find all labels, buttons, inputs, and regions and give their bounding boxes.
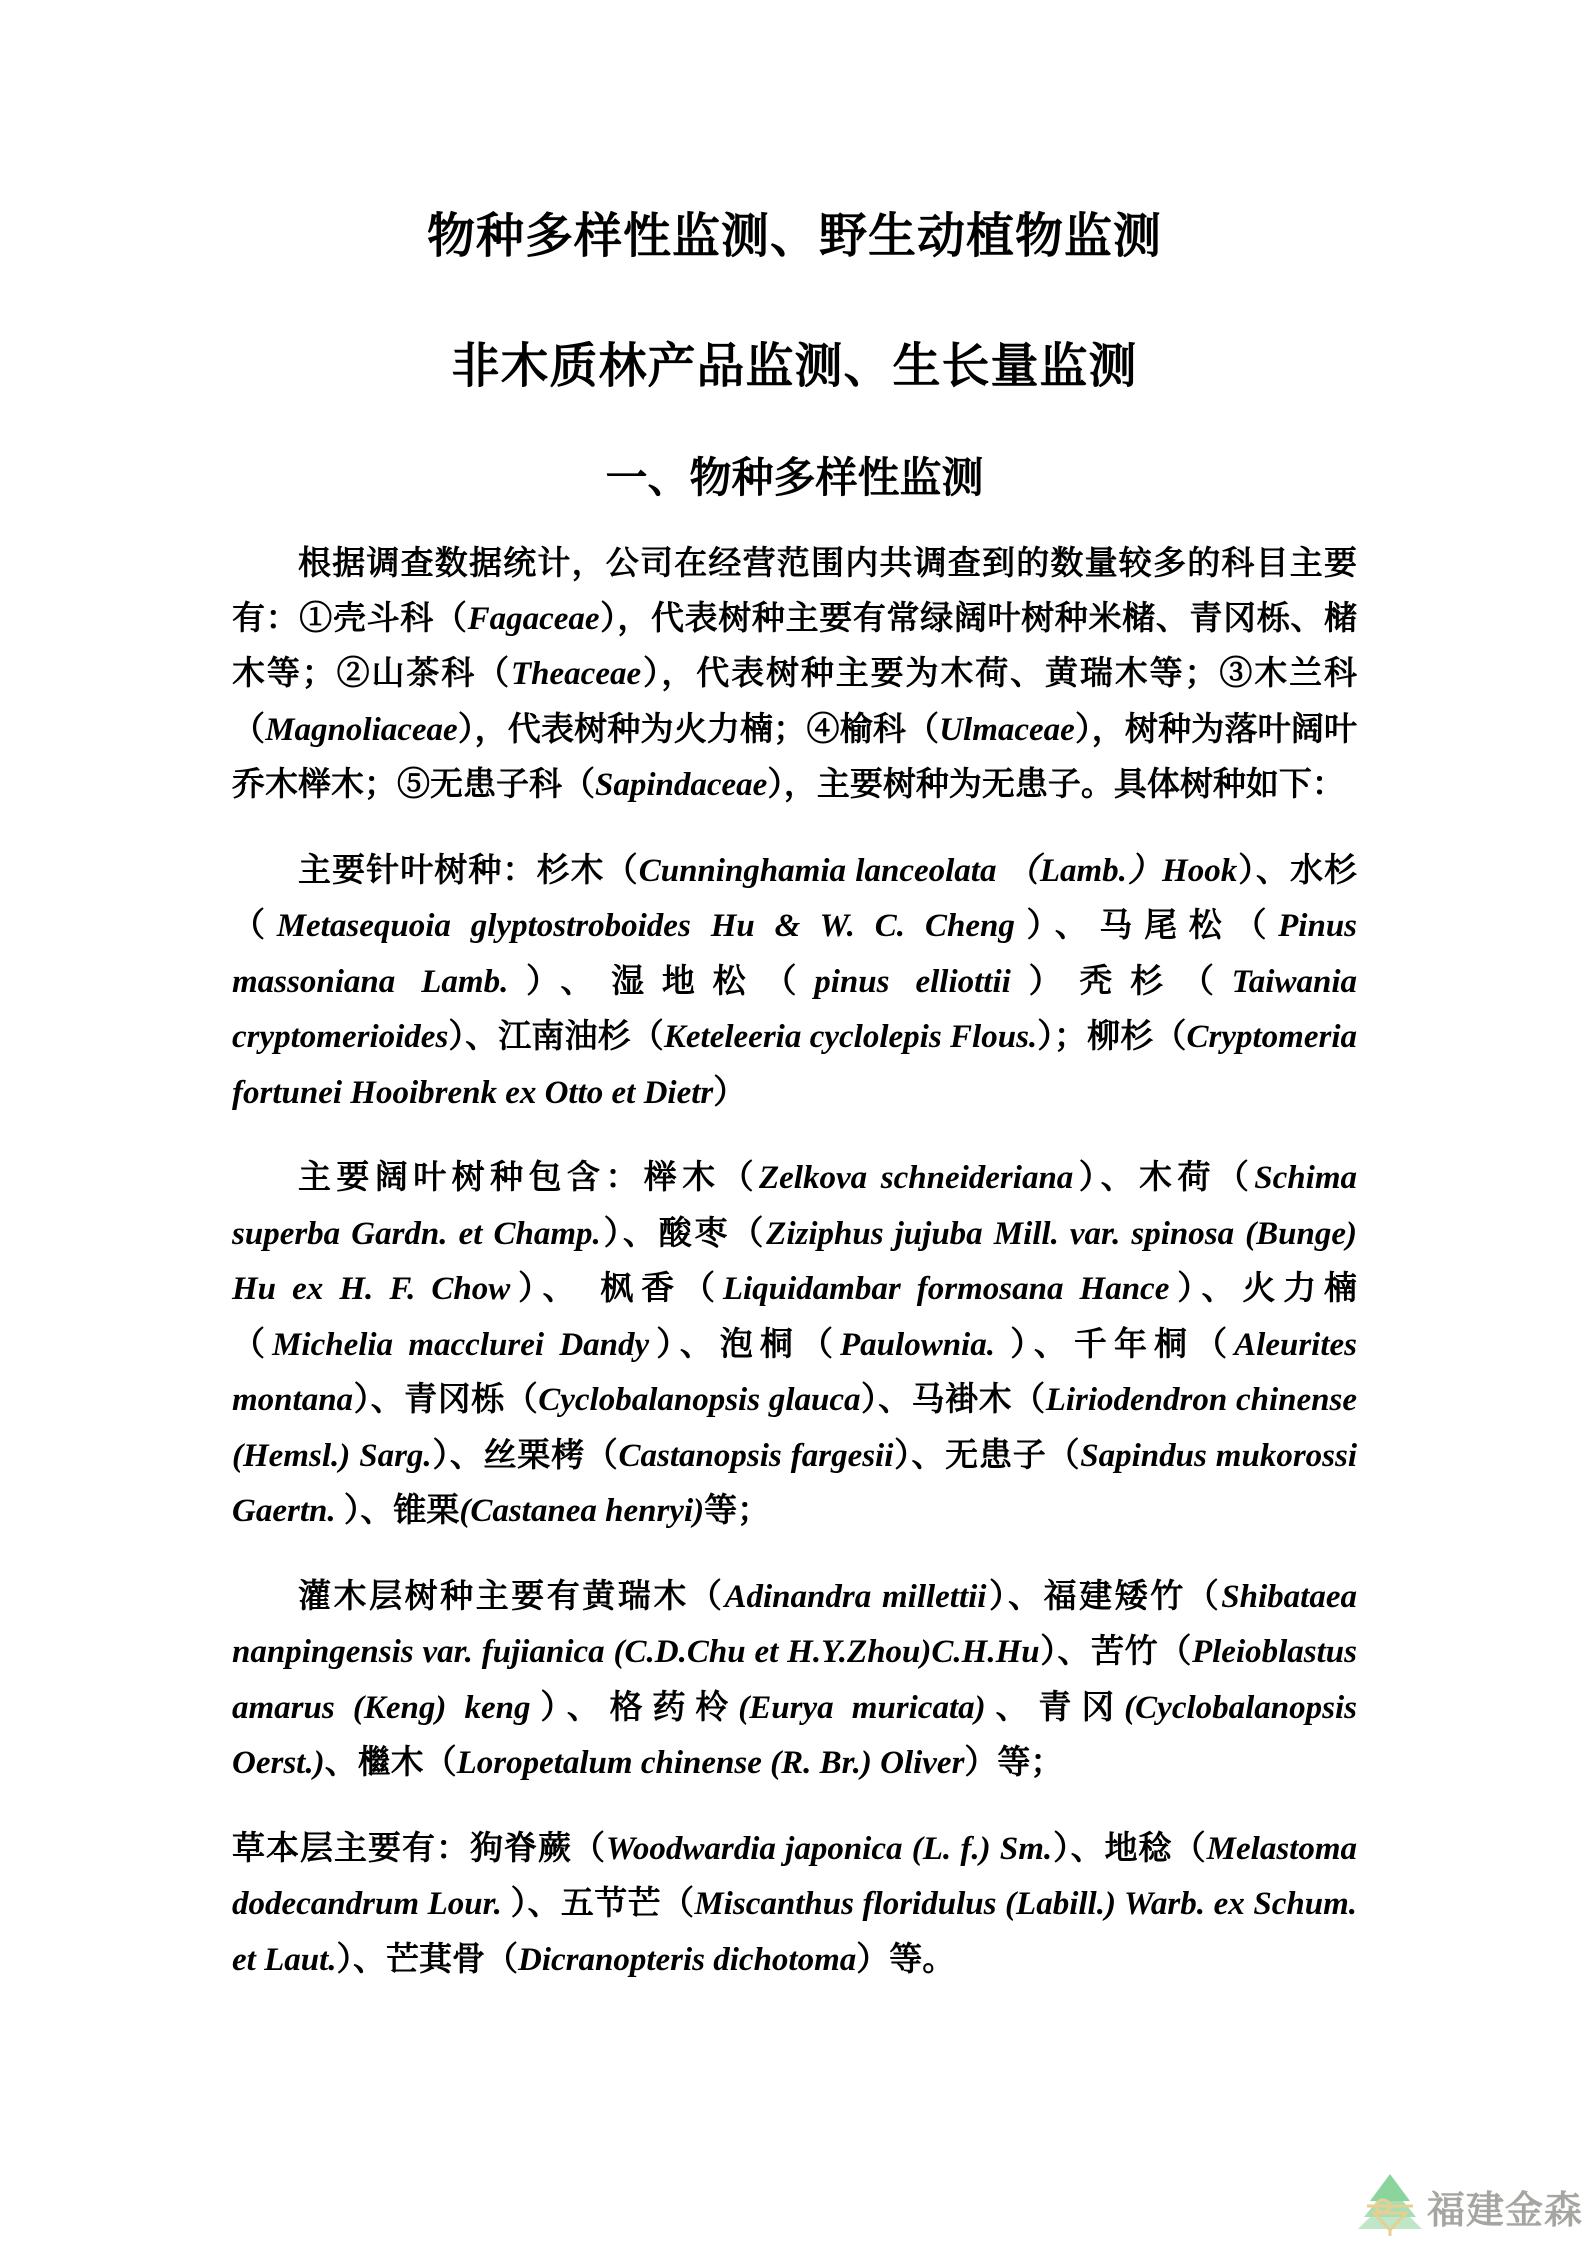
- latin-botanical-name: Paulownia.: [840, 1326, 1011, 1363]
- latin-botanical-name: Cunninghamia lanceolata （Lamb.）Hook: [638, 852, 1238, 889]
- chinese-text-run: ）、锥栗: [343, 1491, 460, 1528]
- body-paragraph: [232, 536, 1357, 813]
- latin-botanical-name: Liquidambar formosana Hance: [722, 1271, 1170, 1307]
- latin-botanical-name: Pinus massoniana Lamb.: [232, 908, 1358, 1000]
- latin-botanical-name: Michelia macclurei Dandy: [272, 1326, 650, 1363]
- chinese-text-run: ）、苦竹（: [1039, 1632, 1192, 1669]
- latin-botanical-name: (Eurya muricata): [738, 1689, 986, 1726]
- chinese-text-run: ）；柳杉（: [1037, 1017, 1187, 1054]
- latin-botanical-name: (Cyclobalanopsis Oerst.): [232, 1689, 1358, 1781]
- latin-botanical-name: Ziziphus jujuba Mill. var. spinosa (Bunge) Hu ex H. F. Chow: [232, 1215, 1357, 1307]
- chinese-text-run: ），主要树种为无患子。具体树种如下：: [767, 765, 1345, 802]
- chinese-text-run: ）等。: [856, 1939, 956, 1977]
- chinese-text-run: ）、地稔（: [1052, 1828, 1207, 1866]
- pine-tree-icon: [1357, 2173, 1423, 2237]
- latin-botanical-name: Sapindaceae: [595, 767, 768, 803]
- body-paragraph: [232, 1150, 1357, 1539]
- chinese-text-run: ）、江南油杉（: [448, 1017, 664, 1054]
- chinese-text-run: 草本层主要有：狗脊蕨（: [232, 1828, 606, 1866]
- latin-botanical-name: Loropetalum chinense (R. Br.) Oliver: [456, 1745, 965, 1781]
- latin-botanical-name: Shibataea nanpingensis var. fujianica (C.D.Chu et H.Y.Zhou)C.H.Hu: [232, 1578, 1357, 1670]
- chinese-text-run: ）、格药柃: [530, 1687, 739, 1725]
- latin-botanical-name: Fagaceae: [467, 600, 600, 637]
- chinese-text-run: ）、青冈栎（: [353, 1380, 539, 1417]
- chinese-text-run: 根据调查数据统计，公司在经营范围内共调查到的数量较多的科目主要有：①壳斗科（: [232, 544, 1357, 636]
- body-paragraph: [232, 843, 1357, 1121]
- chinese-text-run: ）: [713, 1072, 747, 1110]
- chinese-text-run: 、檵木（: [324, 1743, 457, 1780]
- latin-botanical-name: Adinandra millettii: [724, 1578, 987, 1615]
- company-logo: [1357, 2173, 1583, 2237]
- latin-botanical-name: Dicranopteris dichotoma: [518, 1941, 857, 1978]
- latin-botanical-name: Zelkova schneideriana: [758, 1160, 1074, 1196]
- document-title-line1: 物种多样性监测、野生动植物监测: [426, 210, 1162, 263]
- chinese-text-run: ）、湿地松（: [508, 961, 815, 999]
- latin-botanical-name: Magnoliaceae: [265, 711, 458, 748]
- chinese-text-run: ）、木荷（: [1073, 1158, 1255, 1195]
- latin-botanical-name: Taiwania cryptomerioides: [232, 963, 1358, 1055]
- latin-botanical-name: Schima superba Gardn. et Champ.: [232, 1160, 1357, 1252]
- latin-botanical-name: Ulmaceae: [939, 711, 1075, 748]
- chinese-text-run: ）、无患子（: [893, 1435, 1081, 1473]
- chinese-text-run: ）、 枫香（: [510, 1269, 723, 1306]
- chinese-text-run: ）、酸枣（: [600, 1213, 767, 1251]
- latin-botanical-name: Theaceae: [511, 656, 642, 692]
- company-name: 福建金森: [1426, 2190, 1583, 2232]
- chinese-text-run: 主要阔叶树种包含：榉木（: [298, 1158, 759, 1195]
- latin-botanical-name: pinus elliottii: [814, 963, 1011, 1000]
- chinese-text-run: ），代表树种主要为木荷、黄瑞木等；③木兰科（: [232, 654, 1358, 747]
- latin-botanical-name: Keteleeria cyclolepis Flous.: [663, 1019, 1038, 1055]
- chinese-text-run: ）、五节芒（: [510, 1884, 695, 1921]
- chinese-text-run: ），代表树种为火力楠；④榆科（: [457, 709, 940, 747]
- latin-botanical-name: Sapindus mukorossi Gaertn.: [232, 1437, 1358, 1529]
- chinese-text-run: 主要针叶树种：杉木（: [298, 850, 639, 888]
- chinese-text-run: ）、马褂木（: [860, 1380, 1046, 1417]
- latin-botanical-name: Castanopsis fargesii: [618, 1437, 894, 1474]
- chinese-text-run: ），树种为落叶阔叶乔木榉木；⑤无患子科（: [232, 709, 1358, 802]
- document-body: [232, 536, 1357, 1987]
- chinese-text-run: 灌木层树种主要有黄瑞木（: [298, 1576, 725, 1614]
- latin-botanical-name: Aleurites montana: [232, 1326, 1358, 1418]
- chinese-text-run: ），代表树种主要有常绿阔叶树种米槠、青冈栎、槠木等；②山茶科（: [232, 598, 1358, 691]
- chinese-text-run: ）、丝栗栲（: [431, 1435, 619, 1473]
- chinese-text-run: ）、水杉（: [232, 850, 1358, 943]
- section-heading: 一、物种多样性监测: [605, 454, 984, 501]
- chinese-text-run: ）、泡桐（: [649, 1324, 841, 1362]
- body-paragraph: [232, 1821, 1357, 1988]
- latin-botanical-name: Cyclobalanopsis glauca: [538, 1382, 861, 1418]
- latin-botanical-name: (Castanea henryi): [459, 1493, 705, 1529]
- latin-botanical-name: Melastoma dodecandrum Lour.: [232, 1830, 1357, 1922]
- chinese-text-run: ）秃杉（: [1010, 961, 1232, 999]
- chinese-text-run: ）、马尾松（: [1014, 906, 1279, 943]
- chinese-text-run: 等；: [704, 1491, 771, 1528]
- latin-botanical-name: Miscanthus floridulus (Labill.) Warb. ex Schum. et Laut.: [232, 1886, 1358, 1978]
- latin-botanical-name: Metasequoia glyptostroboides Hu & W. C. Cheng: [276, 908, 1015, 944]
- latin-botanical-name: Pleioblastus amarus (Keng) keng: [232, 1634, 1357, 1726]
- chinese-text-run: ）、福建矮竹（: [986, 1576, 1222, 1614]
- chinese-text-run: ）、千年桐（: [1010, 1324, 1235, 1362]
- latin-botanical-name: Woodwardia japonica (L. f.) Sm.: [606, 1830, 1053, 1867]
- document-title-line2: 非木质林产品监测、生长量监测: [451, 340, 1138, 393]
- chinese-text-run: ）、芒萁骨（: [336, 1939, 518, 1977]
- chinese-text-run: ）、火力楠（: [232, 1269, 1358, 1362]
- chinese-text-run: ）等；: [964, 1743, 1064, 1780]
- chinese-text-run: 、青冈: [985, 1687, 1125, 1725]
- latin-botanical-name: Liriodendron chinense (Hemsl.) Sarg.: [232, 1382, 1358, 1474]
- latin-botanical-name: Cryptomeria fortunei Hooibrenk ex Otto et Dietr: [232, 1019, 1357, 1111]
- body-paragraph: [232, 1569, 1357, 1791]
